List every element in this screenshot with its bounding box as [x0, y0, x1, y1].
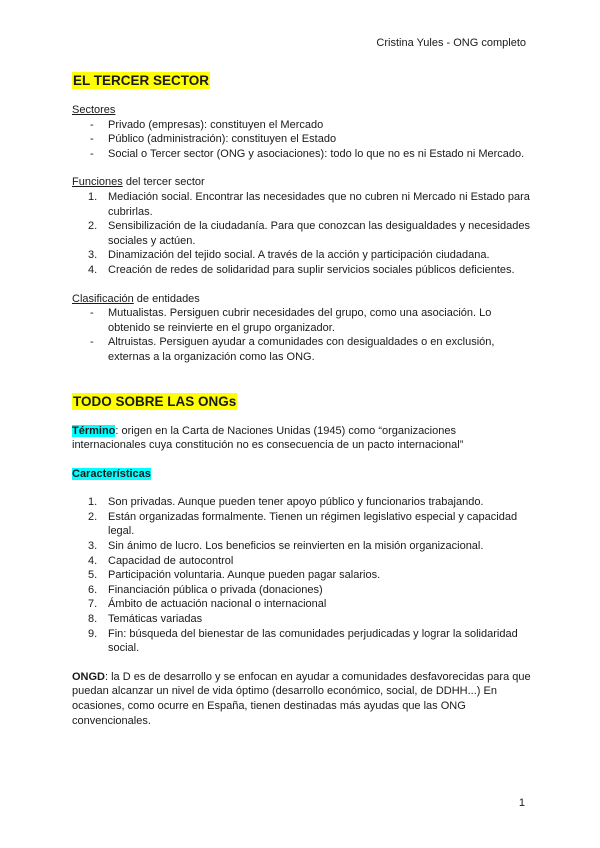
section-title-ongs: TODO SOBRE LAS ONGs — [73, 393, 237, 409]
list-item: 1. Mediación social. Encontrar las necesidades que no cubren ni Mercado ni Estado para cubrirlas. — [88, 190, 530, 218]
list-item: 2. Están organizadas formalmente. Tienen un régimen legislativo especial y capacidad legal. — [88, 510, 518, 538]
section-title-tercer-sector: EL TERCER SECTOR — [73, 73, 210, 88]
funciones-list — [72, 190, 532, 278]
list-item: 3. Dinamización del tejido social. A través de la acción y participación ciudadana. — [88, 249, 490, 262]
section-title-wrap — [72, 72, 532, 89]
termino-label: Término — [72, 424, 116, 437]
list-item: - Público (administración): constituyen el Estado — [72, 132, 532, 147]
sectores-heading: Sectores — [72, 104, 116, 116]
list-item: - Social o Tercer sector (ONG y asociaciones): todo lo que no es ni Estado ni Mercado. — [72, 147, 532, 162]
document-body — [72, 72, 532, 728]
funciones-heading: Funciones del tercer sector — [72, 176, 205, 189]
clasificacion-list — [72, 306, 532, 364]
sectores-list — [72, 118, 532, 162]
list-item: 5. Participación voluntaria. Aunque pueden pagar salarios. — [88, 569, 381, 582]
page-header: Cristina Yules - ONG completo — [376, 37, 526, 49]
clasificacion-heading: Clasificación de entidades — [72, 292, 200, 305]
list-item: - Privado (empresas): constituyen el Mercado — [72, 118, 532, 133]
page-number: 1 — [518, 797, 525, 809]
list-item: 6. Financiación pública o privada (donaciones) — [88, 583, 323, 596]
list-item: 4. Capacidad de autocontrol — [88, 554, 234, 567]
list-item: 8. Temáticas variadas — [88, 613, 203, 626]
caracteristicas-heading: Características — [72, 467, 151, 480]
list-item: - Altruistas. Persiguen ayudar a comunidades con desigualdades o en exclusión, externas a la organización como las ONG. — [72, 335, 532, 364]
list-item: - Mutualistas. Persiguen cubrir necesidades del grupo, como una asociación. Lo obtenido se reinvierte en el grupo organizador. — [72, 306, 532, 335]
ongd-paragraph: ONGD: la D es de desarrollo y se enfocan en ayudar a comunidades desfavorecidas para que puedan alcanzar un nivel de vida óptimo (desarrollo económico, social, de DDHH...) En ocasiones, como ocurre en España, tienen destinadas más ayudas que las ONG convencionales. — [72, 670, 531, 727]
list-item: 1. Son privadas. Aunque pueden tener apoyo público y funcionarios trabajando. — [88, 496, 484, 509]
caracteristicas-list — [72, 495, 532, 656]
section-title-wrap — [72, 393, 532, 410]
list-item: 3. Sin ánimo de lucro. Los beneficios se reinvierten en la misión organizacional. — [88, 540, 484, 553]
list-item: 9. Fin: búsqueda del bienestar de las comunidades perjudicadas y lograr la solidaridad social. — [88, 627, 518, 655]
list-item: 4. Creación de redes de solidaridad para suplir servicios sociales públicos deficientes. — [88, 263, 515, 276]
termino-paragraph: Término: origen en la Carta de Naciones Unidas (1945) como “organizaciones internacionales cuya constitución no es consecuencia de un pacto internacional” — [72, 424, 464, 452]
ongd-label: ONGD — [72, 670, 105, 683]
list-item: 2. Sensibilización de la ciudadanía. Para que conozcan las desigualdades y necesidades sociales y actúen. — [88, 220, 530, 247]
list-item: 7. Ámbito de actuación nacional o internacional — [88, 598, 327, 611]
